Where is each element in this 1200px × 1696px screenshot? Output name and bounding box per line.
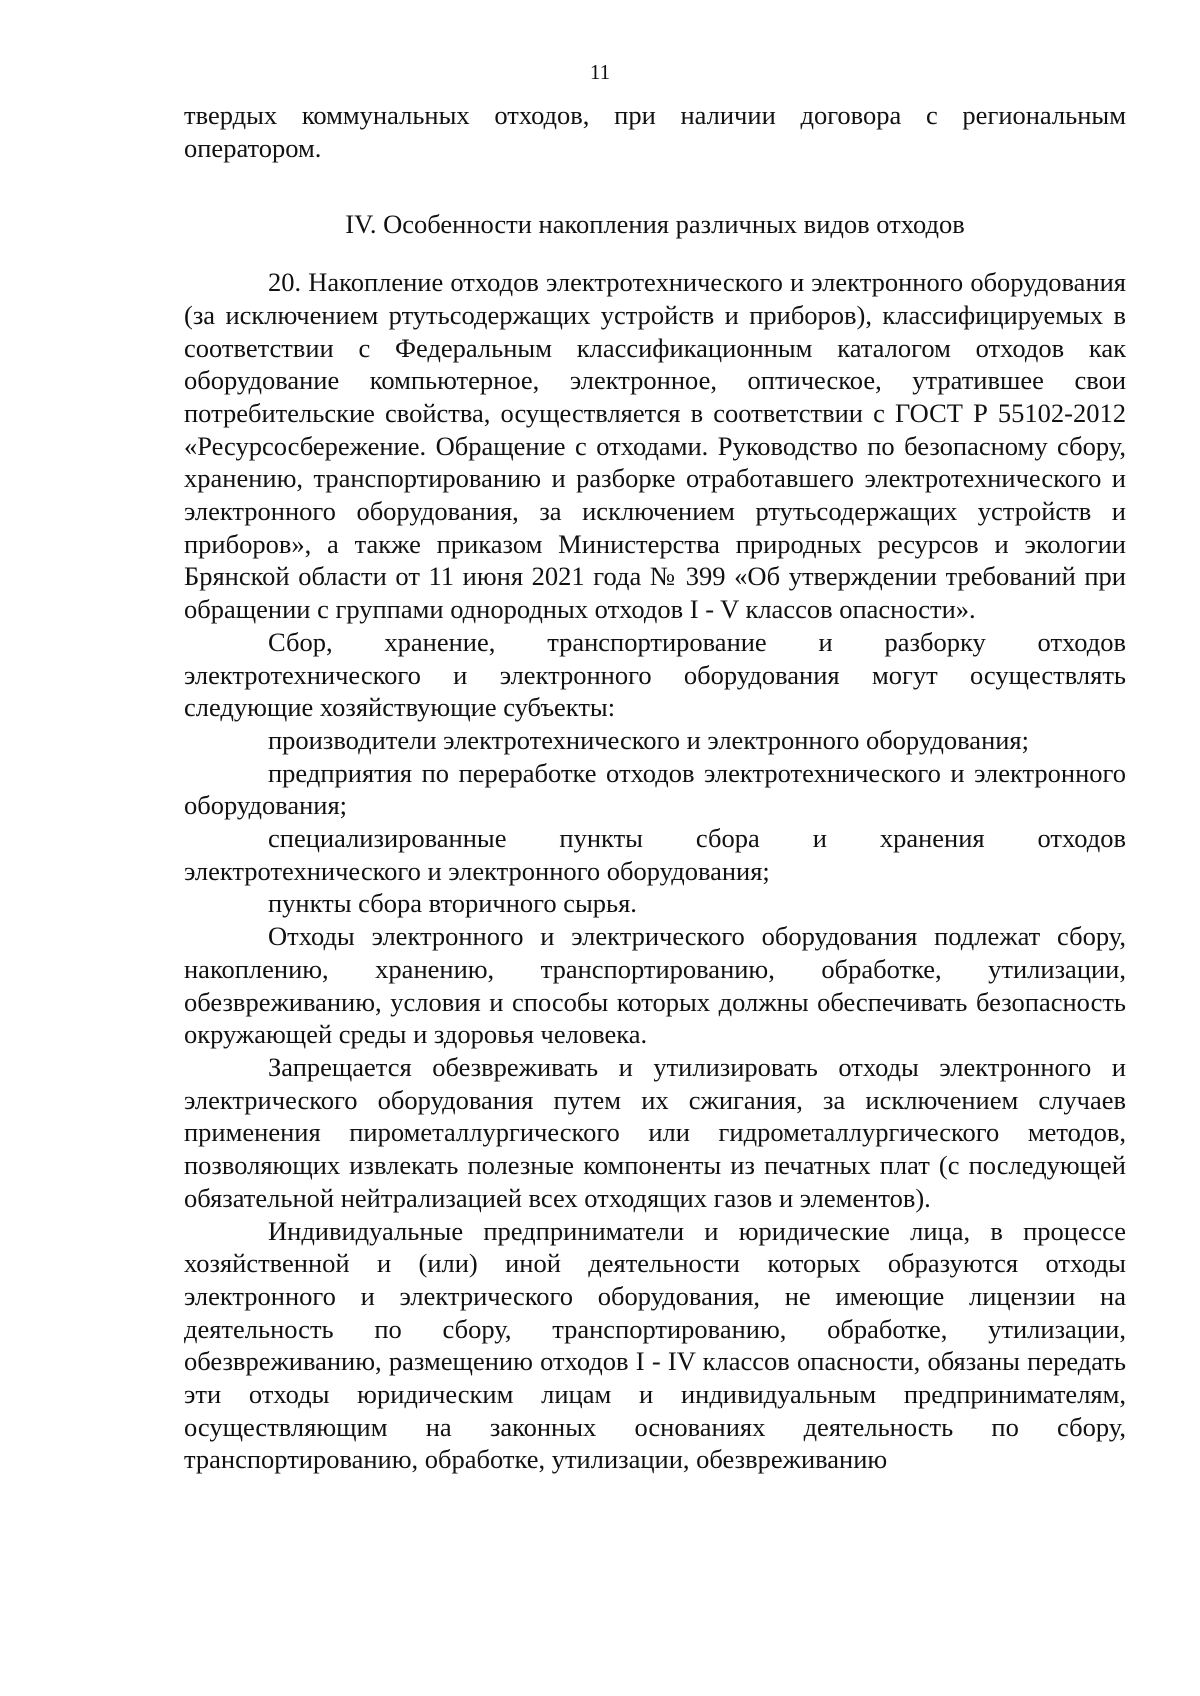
list-item-producers: производители электротехнического и электронного оборудования;	[268, 724, 1029, 755]
paragraph-collection-subjects: Сбор, хранение, транспортирование и разборку отходов электротехнического и электронного оборудования могут осуществлять следующие хозяйствующие субъекты:	[184, 626, 1126, 723]
intro-paragraph: твердых коммунальных отходов, при наличии договора с региональным оператором.	[184, 100, 1126, 163]
page-number: 11	[589, 60, 611, 84]
paragraph-incineration-ban: Запрещается обезвреживать и утилизировать отходы электронного и электрического оборудования путем их сжигания, за исключением случаев применения пирометаллургического или гидрометаллургического методов, позволяющих извлекать полезные компоненты из печатных плат (с последующей обязательной нейтрализацией всех отходящих газов и элементов).	[184, 1051, 1126, 1213]
list-item-processing-enterprises: предприятия по переработке отходов электротехнического и электронного оборудования;	[184, 757, 1126, 821]
list-item-specialized-points: специализированные пункты сбора и хранения отходов электротехнического и электронного оборудования;	[184, 823, 1126, 886]
section-heading: IV. Особенности накопления различных видов отходов	[345, 209, 965, 240]
paragraph-20: 20. Накопление отходов электротехнического и электронного оборудования (за исключением ртутьсодержащих устройств и приборов), классифицируемых в соответствии с Федеральным классификационным каталогом отходов как оборудование компьютерное, электронное, оптическое, утратившее свои потребительские свойства, осуществляется в соответствии с ГОСТ Р 55102-2012 «Ресурсосбережение. Обращение с отходами. Руководство по безопасному сбору, хранению, транспортированию и разборке отработавшего электротехнического и электронного оборудования, за исключением ртутьсодержащих устройств и приборов», а также приказом Министерства природных ресурсов и экологии Брянской области от 11 июня 2021 года № 399 «Об утверждении требований при обращении с группами однородных отходов I - V классов опасности».	[184, 267, 1126, 625]
paragraph-waste-handling: Отходы электронного и электрического оборудования подлежат сбору, накоплению, хранению, транспортированию, обработке, утилизации, обезвреживанию, условия и способы которых должны обеспечивать безопасность окружающей среды и здоровья человека.	[184, 921, 1126, 1050]
paragraph-entrepreneurs: Индивидуальные предприниматели и юридические лица, в процессе хозяйственной и (или) иной деятельности которых образуются отходы электронного и электрического оборудования, не имеющие лицензии на деятельность по сбору, транспортированию, обработке, утилизации, обезвреживанию, размещению отходов I - IV классов опасности, обязаны передать эти отходы юридическим лицам и индивидуальным предпринимателям, осуществляющим на законных основаниях деятельность по сбору, транспортированию, обработке, утилизации, обезвреживанию	[184, 1215, 1126, 1475]
list-item-secondary-raw-materials: пункты сбора вторичного сырья.	[268, 888, 637, 919]
document-body	[184, 99, 1126, 1476]
